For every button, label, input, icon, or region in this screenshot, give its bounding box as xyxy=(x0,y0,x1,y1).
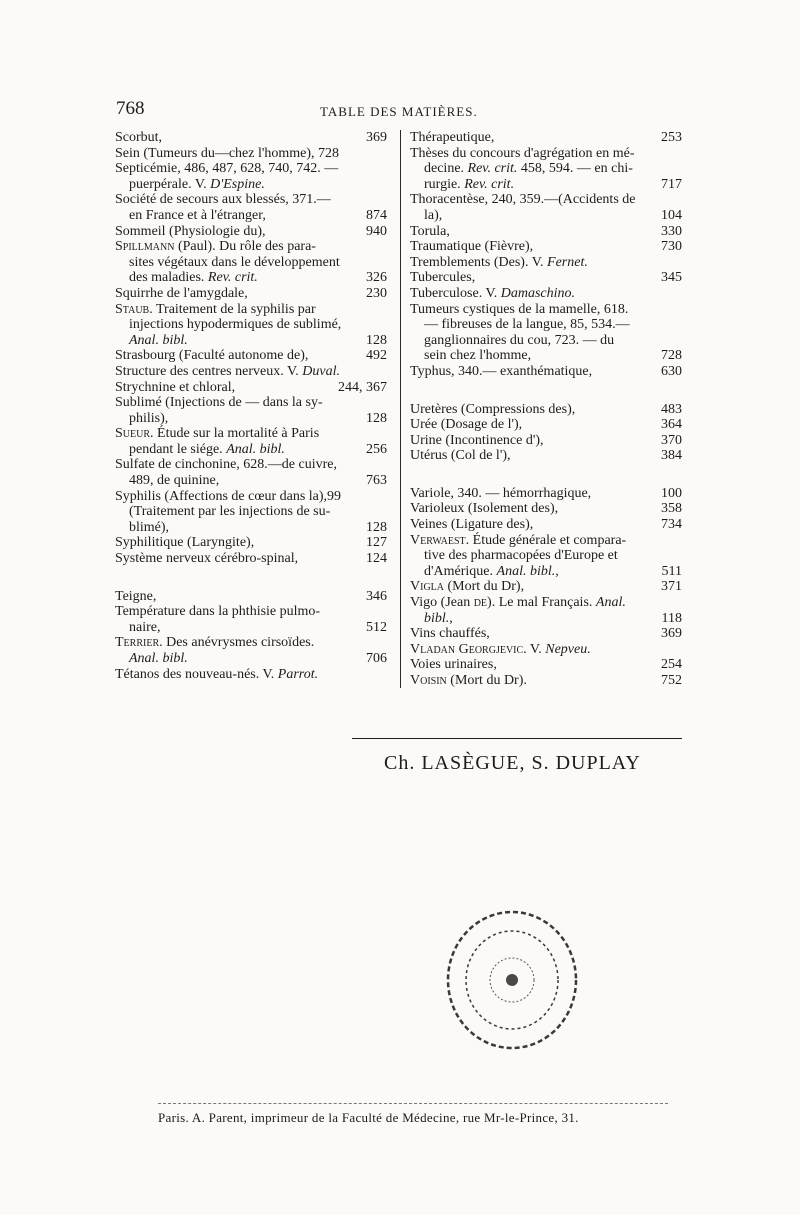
index-entry xyxy=(410,161,682,177)
index-entry-text: Anal. xyxy=(595,595,626,611)
index-entry-text: . Des anévrysmes cirsoïdes. xyxy=(159,635,315,651)
index-entry-text: 489, de quinine, xyxy=(129,473,220,489)
index-entry xyxy=(115,604,387,620)
index-page-ref: 244, 367 xyxy=(338,379,387,395)
index-entry xyxy=(410,611,682,627)
index-entry-text: Strychnine et chloral, xyxy=(115,379,236,395)
index-entry-text: bibl. xyxy=(424,610,450,626)
index-page-ref: 370 xyxy=(661,432,682,448)
index-page-ref: 253 xyxy=(661,130,682,145)
index-entry xyxy=(115,255,387,271)
index-entry-text: , xyxy=(449,610,453,626)
index-entry xyxy=(115,177,387,193)
index-entry-text: des maladies. xyxy=(129,270,208,286)
index-entry-text: Strasbourg (Faculté autonome de), xyxy=(115,348,309,364)
index-entry-text: ). Le mal Français. xyxy=(487,595,596,611)
index-entry-text: Staub xyxy=(115,301,150,317)
index-entry xyxy=(410,177,682,193)
index-entry-text: Thoracentèse, 240, 359.—(Accidents de xyxy=(410,192,636,208)
index-entry xyxy=(410,595,682,611)
index-entry xyxy=(115,489,387,505)
index-entry-text: Tremblements (Des). V. xyxy=(410,254,548,270)
index-entry-text: Système nerveux cérébro-spinal, xyxy=(115,551,299,567)
index-entry-text: Voisin xyxy=(410,673,447,688)
index-entry-text: decine. xyxy=(424,161,468,177)
index-entry-text: Sulfate de cinchonine, 628.—de cuivre, xyxy=(115,457,337,473)
index-entry-text: Voies urinaires, xyxy=(410,657,497,673)
index-entry-text: (Traitement par les injections de su- xyxy=(129,504,331,520)
index-entry-text: Varioleux (Isolement des), xyxy=(410,501,559,517)
index-entry xyxy=(410,548,682,564)
index-entry-text: Verwaest xyxy=(410,532,466,548)
index-entry xyxy=(115,535,387,551)
index-entry xyxy=(115,395,387,411)
index-page-ref: 717 xyxy=(661,176,682,192)
index-entry xyxy=(410,533,682,549)
index-entry-text: Rev. crit. xyxy=(207,270,258,286)
running-title: TABLE DES MATIÈRES. xyxy=(320,104,478,119)
index-entry-text: Thérapeutique, xyxy=(410,130,495,145)
index-entry xyxy=(410,286,682,302)
index-entry xyxy=(115,473,387,489)
index-entry xyxy=(410,642,682,658)
index-entry-text: Anal. bibl. xyxy=(129,651,188,666)
index-page-ref: 256 xyxy=(366,441,387,457)
index-entry-text: D'Espine. xyxy=(210,176,265,192)
index-page-ref: 128 xyxy=(366,332,387,348)
index-entry xyxy=(115,224,387,240)
index-entry xyxy=(115,551,387,567)
index-entry xyxy=(410,579,682,595)
index-entry xyxy=(410,673,682,689)
index-entry-text: Urée (Dosage de l'), xyxy=(410,417,523,433)
index-entry xyxy=(410,317,682,333)
index-page-ref: 511 xyxy=(661,563,682,579)
index-entry xyxy=(410,486,682,502)
index-entry-text: Variole, 340. — hémorrhagique, xyxy=(410,485,592,501)
index-entry xyxy=(115,286,387,302)
index-page-ref: 940 xyxy=(366,223,387,239)
index-entry-text: sein chez l'homme, xyxy=(424,348,532,364)
index-entry-text: Septicémie, 486, 487, 628, 740, 742. — xyxy=(115,161,339,177)
index-page-ref: 730 xyxy=(661,239,682,255)
index-page-ref: 371 xyxy=(661,579,682,595)
index-entry xyxy=(115,520,387,536)
index-entry-text: (Mort du Dr), xyxy=(444,579,525,595)
index-entry-text: Vigla xyxy=(410,579,444,595)
index-entry xyxy=(115,302,387,318)
index-entry xyxy=(410,224,682,240)
index-entry xyxy=(410,402,682,418)
library-stamp xyxy=(440,905,585,1055)
index-entry-text: Syphilis (Affections de cœur dans la),99 xyxy=(115,488,342,504)
index-page-ref: 118 xyxy=(661,610,682,626)
index-entry xyxy=(115,411,387,427)
index-entry-text: Squirrhe de l'amygdale, xyxy=(115,285,248,301)
index-entry-text: Terrier xyxy=(115,635,160,651)
index-entry-text: Anal. bibl. xyxy=(226,441,285,457)
index-entry xyxy=(115,442,387,458)
index-entry-text: Vladan Georgjevic xyxy=(410,641,524,657)
index-entry xyxy=(410,517,682,533)
index-entry-text: Structure des centres nerveux. V. xyxy=(115,363,303,379)
printer-imprint: Paris. A. Parent, imprimeur de la Faculté de Médecine, rue Mr-le-Prince, 31. xyxy=(158,1110,579,1125)
index-entry xyxy=(410,417,682,433)
index-entry xyxy=(115,348,387,364)
index-entry-text: Fernet. xyxy=(547,254,588,270)
index-entry-text: Uretères (Compressions des), xyxy=(410,401,576,417)
index-entry-text: (Mort du Dr). xyxy=(446,673,527,688)
index-entry-text: Température dans la phthisie pulmo- xyxy=(115,604,321,620)
index-entry-text: blimé), xyxy=(129,519,170,535)
index-entry-text: naire, xyxy=(129,619,161,635)
index-page-ref: 369 xyxy=(661,626,682,642)
index-page-ref: 330 xyxy=(661,223,682,239)
index-entry-text: Teigne, xyxy=(115,588,157,604)
index-entry-text: Urine (Incontinence d'), xyxy=(410,432,544,448)
index-page-ref: 124 xyxy=(366,551,387,567)
index-entry xyxy=(115,457,387,473)
index-entry xyxy=(115,130,387,146)
index-page-ref: 128 xyxy=(366,519,387,535)
section-gap xyxy=(410,464,682,486)
index-entry-text: Sublimé (Injections de — dans la sy- xyxy=(115,395,323,411)
index-page-ref: 345 xyxy=(661,270,682,286)
index-entry-text: tive des pharmacopées d'Europe et xyxy=(424,548,618,564)
index-entry-text: de xyxy=(473,595,488,611)
index-entry xyxy=(410,130,682,146)
index-page-ref: 230 xyxy=(366,285,387,301)
index-entry xyxy=(410,564,682,580)
index-entry-text: Parrot. xyxy=(277,666,319,682)
index-entry-text: Tuberculose. V. xyxy=(410,285,501,301)
index-entry-text: . Étude sur la mortalité à Paris xyxy=(150,426,320,442)
index-entry-text: Utérus (Col de l'), xyxy=(410,448,511,464)
page-number: 768 xyxy=(116,98,145,119)
index-entry xyxy=(115,317,387,333)
index-entry xyxy=(410,255,682,271)
index-entry xyxy=(115,620,387,636)
index-page-ref: 254 xyxy=(661,657,682,673)
index-entry-text: Thèses du concours d'agrégation en mé- xyxy=(410,145,635,161)
index-page-ref: 752 xyxy=(661,673,682,688)
index-page-ref: 358 xyxy=(661,501,682,517)
index-entry xyxy=(115,426,387,442)
index-entry xyxy=(115,161,387,177)
imprint-rule xyxy=(158,1103,668,1104)
index-column-left xyxy=(115,130,387,682)
index-entry-text: Société de secours aux blessés, 371.— xyxy=(115,192,331,208)
index-entry xyxy=(410,364,682,380)
index-entry xyxy=(410,302,682,318)
index-entry xyxy=(410,448,682,464)
index-entry-text: pendant le siége. xyxy=(129,441,227,457)
index-page-ref: 128 xyxy=(366,410,387,426)
column-divider xyxy=(400,130,401,688)
index-entry-text: Anal. bibl. xyxy=(129,332,188,348)
index-entry xyxy=(115,504,387,520)
index-entry-text: Damaschino. xyxy=(500,285,576,301)
signature-rule xyxy=(352,738,682,739)
index-entry xyxy=(115,380,387,396)
index-entry xyxy=(115,146,387,162)
index-entry xyxy=(115,270,387,286)
index-entry-text: Tétanos des nouveau-nés. V. xyxy=(115,666,278,682)
index-page-ref: 874 xyxy=(366,207,387,223)
index-entry-text: Torula, xyxy=(410,223,450,239)
index-entry xyxy=(115,651,387,667)
index-page-ref: 346 xyxy=(366,588,387,604)
stamp-seal-icon xyxy=(440,905,585,1055)
index-entry xyxy=(410,657,682,673)
index-entry-text: puerpérale. V. xyxy=(129,176,211,192)
index-entry xyxy=(115,667,387,683)
index-entry xyxy=(410,501,682,517)
index-entry-text: la), xyxy=(424,207,443,223)
index-page-ref: 326 xyxy=(366,270,387,286)
index-entry-text: d'Amérique. xyxy=(424,563,497,579)
index-entry xyxy=(115,333,387,349)
index-entry-text: Rev. crit. xyxy=(467,161,518,177)
index-entry-text: Sueur xyxy=(115,426,151,442)
index-page-ref: 734 xyxy=(661,517,682,533)
index-entry-text: rurgie. xyxy=(424,176,465,192)
index-entry-text: 458, 594. — en chi- xyxy=(517,161,633,177)
index-entry-text: Syphilitique (Laryngite), xyxy=(115,535,255,551)
index-entry xyxy=(115,635,387,651)
index-entry-text: Sommeil (Physiologie du), xyxy=(115,223,266,239)
index-page-ref: 364 xyxy=(661,417,682,433)
index-entry xyxy=(115,589,387,605)
editors-signature: Ch. LASÈGUE, S. DUPLAY xyxy=(384,752,641,774)
index-column-right xyxy=(410,130,682,689)
index-entry-text: Anal. bibl. xyxy=(496,563,556,579)
index-entry-text: Rev. crit. xyxy=(464,176,515,192)
index-page-ref: 127 xyxy=(366,535,387,551)
index-entry xyxy=(115,208,387,224)
index-entry-text: Duval. xyxy=(302,363,340,379)
index-entry xyxy=(410,146,682,162)
index-entry-text: sites végétaux dans le développement xyxy=(129,254,340,270)
index-entry xyxy=(410,433,682,449)
index-page-ref: 104 xyxy=(661,207,682,223)
index-page-ref: 728 xyxy=(661,348,682,364)
section-gap xyxy=(115,567,387,589)
index-entry-text: en France et à l'étranger, xyxy=(129,207,266,223)
index-entry xyxy=(410,208,682,224)
index-entry-text: Traumatique (Fièvre), xyxy=(410,239,534,255)
index-page-ref: 492 xyxy=(366,348,387,364)
index-entry-text: philis), xyxy=(129,410,169,426)
index-entry-text: Typhus, 340.— exanthématique, xyxy=(410,363,593,379)
index-entry-text: Tubercules, xyxy=(410,270,476,286)
index-page-ref: 369 xyxy=(366,130,387,145)
index-entry xyxy=(115,239,387,255)
index-entry xyxy=(410,333,682,349)
index-entry-text: Sein (Tumeurs du—chez l'homme), 728 xyxy=(115,145,340,161)
index-entry-text: . V. xyxy=(523,641,546,657)
index-entry-text: , xyxy=(555,563,559,579)
index-entry-text: Tumeurs cystiques de la mamelle, 618. xyxy=(410,301,629,317)
index-entry xyxy=(410,192,682,208)
section-gap xyxy=(410,380,682,402)
index-entry xyxy=(410,239,682,255)
index-entry-text: . Étude générale et compara- xyxy=(465,532,627,548)
index-page-ref: 100 xyxy=(661,485,682,501)
index-entry xyxy=(410,626,682,642)
index-page-ref: 384 xyxy=(661,448,682,464)
index-entry-text: Spillmann xyxy=(115,239,175,255)
index-entry-text: (Paul). Du rôle des para- xyxy=(174,239,316,255)
index-page-ref: 512 xyxy=(366,619,387,635)
index-page-ref: 483 xyxy=(661,401,682,417)
index-entry xyxy=(115,192,387,208)
index-entry-text: Nepveu. xyxy=(545,641,591,657)
index-page-ref: 630 xyxy=(661,363,682,379)
index-entry xyxy=(115,364,387,380)
index-page-ref: 763 xyxy=(366,473,387,489)
index-entry xyxy=(410,348,682,364)
index-entry-text: . Traitement de la syphilis par xyxy=(149,301,316,317)
index-entry xyxy=(410,270,682,286)
index-entry-text: ganglionnaires du cou, 723. — du xyxy=(424,332,615,348)
index-entry-text: Vigo (Jean xyxy=(410,595,474,611)
index-entry-text: — fibreuses de la langue, 85, 534.— xyxy=(424,317,630,333)
index-entry-text: Scorbut, xyxy=(115,130,163,145)
index-entry-text: Vins chauffés, xyxy=(410,626,490,642)
index-page-ref: 706 xyxy=(366,651,387,666)
index-entry-text: injections hypodermiques de sublimé, xyxy=(129,317,342,333)
index-entry-text: Veines (Ligature des), xyxy=(410,517,534,533)
